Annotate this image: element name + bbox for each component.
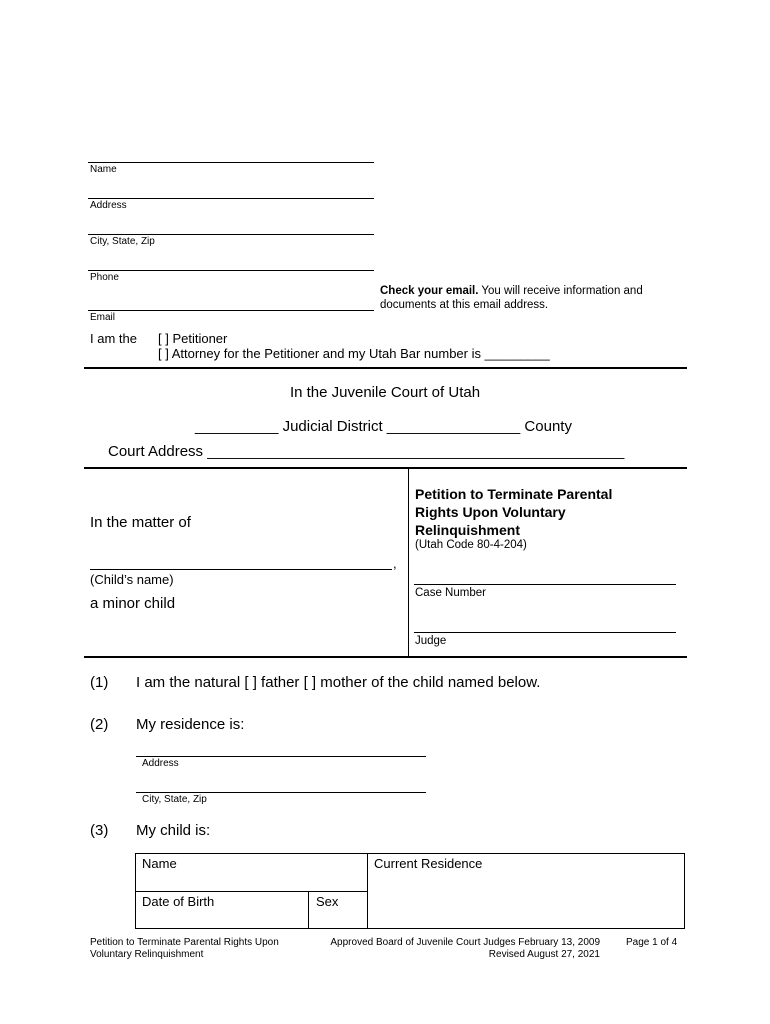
phone-label: Phone	[90, 272, 119, 283]
item-1-number: (1)	[90, 674, 109, 691]
item-2-number: (2)	[90, 716, 109, 733]
table-name-cell[interactable]: Name	[142, 856, 177, 871]
header-divider	[84, 367, 687, 369]
table-dob-cell[interactable]: Date of Birth	[142, 894, 215, 909]
city-line[interactable]	[88, 234, 374, 235]
page-number: Page 1 of 4	[626, 937, 678, 948]
minor-child-label: a minor child	[90, 595, 176, 612]
footer-revised-date: Revised August 27, 2021	[488, 949, 600, 960]
case-number-label: Case Number	[415, 587, 486, 599]
child-name-label: (Child’s name)	[90, 572, 174, 587]
court-address-line[interactable]: Court Address __________________________________________________	[108, 443, 625, 460]
email-line[interactable]	[88, 310, 374, 311]
in-the-matter-label: In the matter of	[90, 514, 191, 531]
name-label: Name	[90, 164, 117, 175]
check-email-text: You will receive information and	[478, 285, 643, 297]
footer-left-line-2: Voluntary Relinquishment	[90, 949, 204, 960]
district-county-line[interactable]: __________ Judicial District ________________ County	[195, 418, 572, 435]
address-label: Address	[90, 200, 127, 211]
residence-city-label: City, State, Zip	[142, 794, 207, 805]
item-3-text: My child is:	[136, 822, 211, 839]
child-name-comma: ,	[393, 556, 397, 571]
table-sex-cell[interactable]: Sex	[316, 894, 339, 909]
item-3-number: (3)	[90, 822, 109, 839]
table-divider-sex	[308, 891, 309, 929]
court-title: In the Juvenile Court of Utah	[289, 384, 481, 401]
child-name-line[interactable]	[90, 569, 392, 570]
footer-left-line-1: Petition to Terminate Parental Rights Upon	[90, 937, 279, 948]
table-divider-residence	[367, 853, 368, 929]
footer-approval	[326, 937, 600, 961]
petitioner-checkbox[interactable]: [ ] Petitioner	[158, 331, 228, 346]
petition-title	[415, 485, 612, 539]
item-2-text: My residence is:	[136, 716, 245, 733]
item-1-text[interactable]: I am the natural [ ] father [ ] mother of the child named below.	[136, 674, 541, 691]
case-number-line[interactable]	[414, 584, 676, 585]
i-am-the-label: I am the	[90, 331, 137, 346]
email-label: Email	[90, 312, 116, 323]
phone-line[interactable]	[88, 270, 374, 271]
judge-line[interactable]	[414, 632, 676, 633]
code-reference: (Utah Code 80-4-204)	[415, 539, 527, 551]
judge-label: Judge	[415, 635, 447, 647]
check-email-bold: Check your email.	[380, 285, 479, 297]
petition-title-line-3: Relinquishment	[415, 522, 521, 538]
caption-bottom-border	[84, 656, 687, 658]
caption-divider	[408, 468, 409, 656]
table-residence-cell[interactable]: Current Residence	[374, 856, 483, 871]
residence-address-line[interactable]	[136, 756, 426, 757]
petition-title-line-1: Petition to Terminate Parental	[415, 486, 613, 502]
footer-form-title	[90, 937, 279, 961]
residence-address-label: Address	[142, 758, 179, 769]
address-line[interactable]	[88, 198, 374, 199]
name-line[interactable]	[88, 162, 374, 163]
check-email-note	[380, 284, 680, 312]
attorney-checkbox[interactable]: [ ] Attorney for the Petitioner and my Utah Bar number is _________	[158, 346, 550, 361]
check-email-text-2: documents at this email address.	[380, 299, 549, 311]
footer-approved-date: Approved Board of Juvenile Court Judges February 13, 2009	[330, 937, 600, 948]
caption-top-border	[84, 467, 687, 469]
petition-title-line-2: Rights Upon Voluntary	[415, 504, 566, 520]
residence-city-line[interactable]	[136, 792, 426, 793]
city-state-zip-label: City, State, Zip	[90, 236, 155, 247]
table-row-divider	[135, 891, 367, 892]
